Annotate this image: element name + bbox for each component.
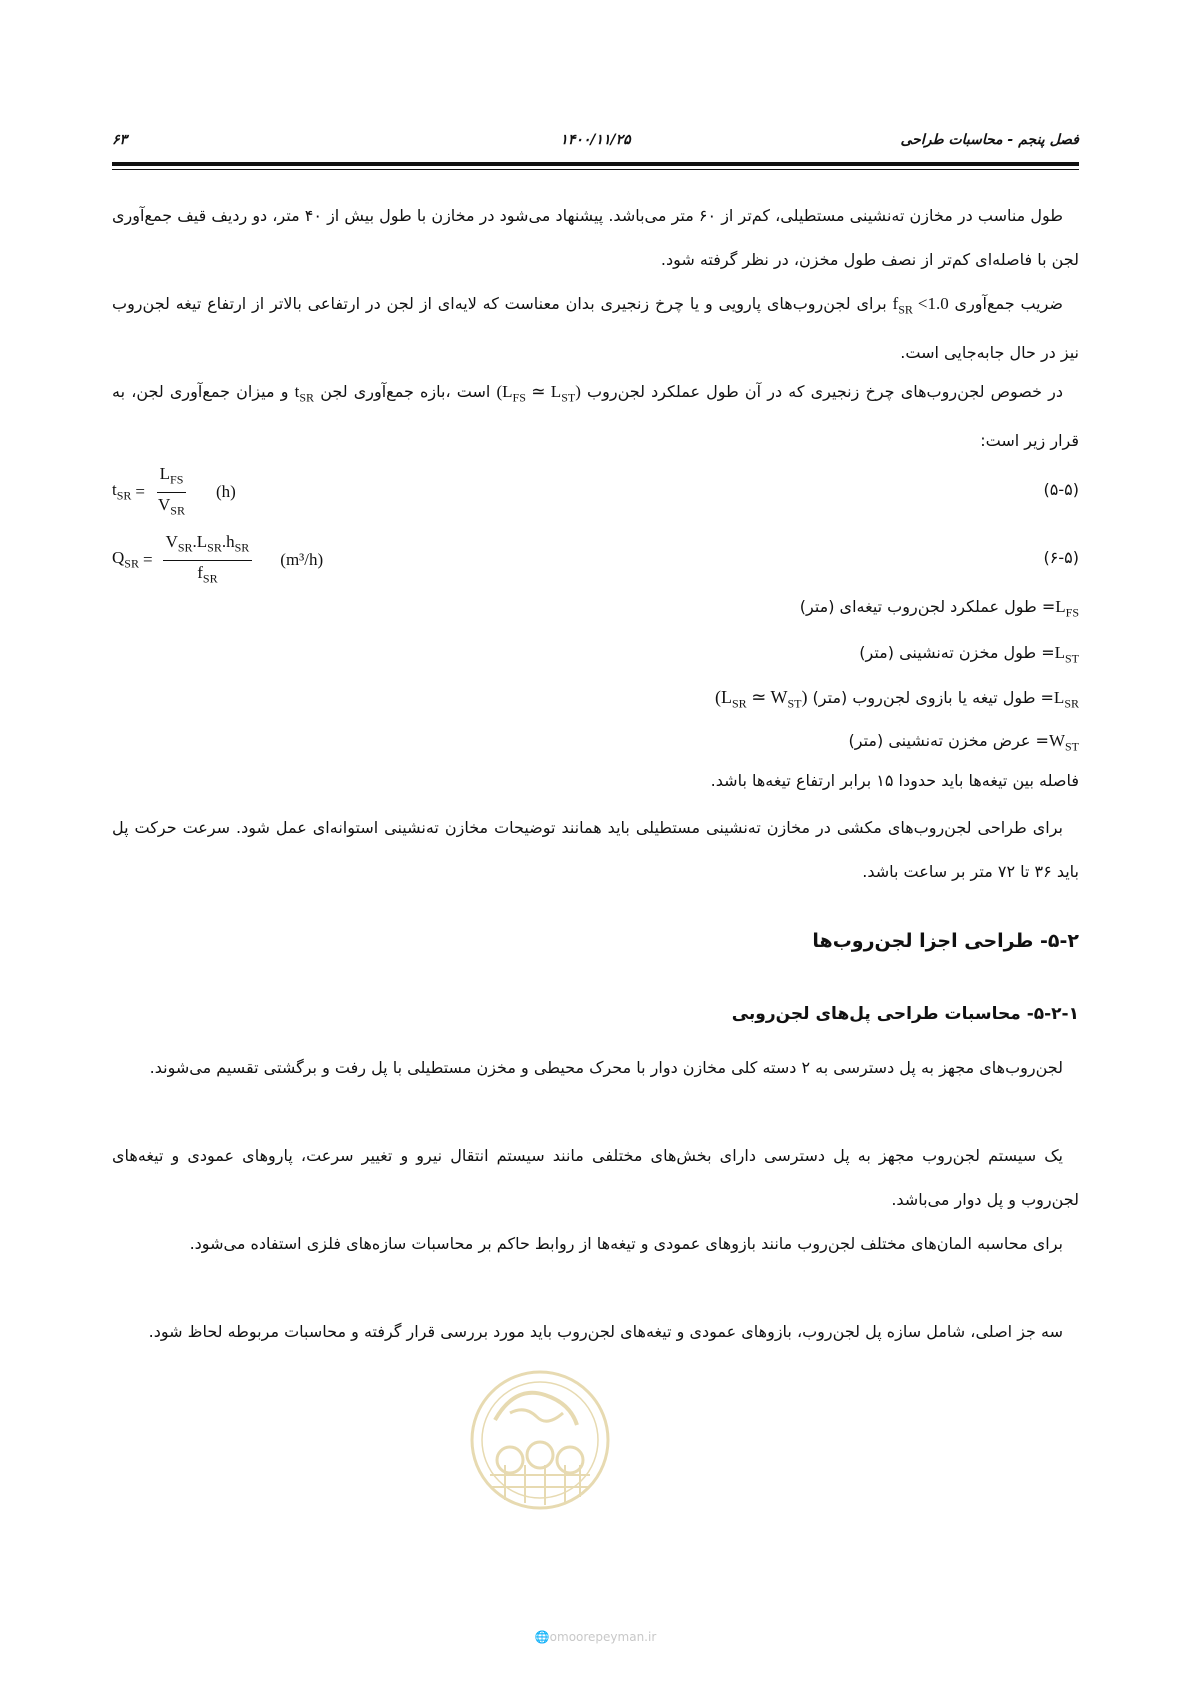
- definition-wst: $W_{ST}=$ عرض مخزن ته‌نشینی (متر): [848, 731, 1079, 754]
- paragraph-tank-length: طول مناسب در مخازن ته‌نشینی مستطیلی، کم‌تر از ۶۰ متر می‌باشد. پیشنهاد می‌شود در مخازن با طول بیش از ۴۰ متر، دو ردیف قیف جمع‌آوری لجن با فاصله‌ای کم‌تر از نصف طول مخزن، در نظر گرفته شود.: [112, 206, 1079, 269]
- section-heading: ۵-۲- طراحی اجزا لجن‌روب‌ها: [812, 930, 1079, 952]
- header-rule-thin: [112, 169, 1079, 170]
- page-header: [112, 128, 1079, 154]
- paragraph-main-components: سه جز اصلی، شامل سازه پل لجن‌روب، بازوهای عمودی و تیغه‌های لجن‌روب باید مورد بررسی قرار گرفته و محاسبات مربوطه لحاظ شود.: [148, 1322, 1063, 1341]
- subsection-heading: ۵-۲-۱- محاسبات طراحی پل‌های لجن‌روبی: [731, 1004, 1079, 1024]
- equation-formula: $t_{SR}$ = $\frac{L_{FS}}{V_{SR}}$ (h): [112, 462, 236, 522]
- definition-lsr: $L_{SR}=$ طول تیغه یا بازوی لجن‌روب (متر) ($L_{SR}$ ≃ $W_{ST}$): [715, 687, 1079, 711]
- equation-unit: (h): [215, 482, 236, 501]
- paragraph-bridge-types: لجن‌روب‌های مجهز به پل دسترسی به ۲ دسته کلی مخازن دوار با محرک محیطی و مخزن مستطیلی با پل رفت و برگشتی تقسیم می‌شوند.: [149, 1058, 1063, 1077]
- equation-5-5: [112, 462, 1079, 522]
- paragraph-suction-scraper: برای طراحی لجن‌روب‌های مکشی در مخازن ته‌نشینی مستطیلی باید همانند توضیحات مخازن ته‌نشینی استوانه‌ای عمل شود. سرعت حرکت پل باید ۳۶ تا ۷۲ متر بر ساعت باشد.: [112, 818, 1079, 881]
- paragraph-chain-scraper: در خصوص لجن‌روب‌های چرخ زنجیری که در آن طول عملکرد لجن‌روب ($L_{FS}$ ≃ $L_{ST}$) است ،بازه جمع‌آوری لجن $t_{SR}$ و میزان جمع‌آوری لجن، به قرار زیر است:: [112, 382, 1079, 451]
- equation-unit: (m³/h): [280, 550, 324, 569]
- equation-formula: $Q_{SR}$ = $\frac{V_{SR}.L_{SR}.h_{SR}}{f_{SR}}$ (m³/h): [112, 530, 323, 590]
- header-date: ۱۴۰۰/۱۱/۲۵: [560, 132, 631, 148]
- page-number: ۶۳: [112, 132, 128, 148]
- fraction: $\frac{L_{FS}}{V_{SR}}$: [158, 464, 185, 517]
- definition-lfs: $L_{FS}=$ طول عملکرد لجن‌روب تیغه‌ای (متر): [799, 597, 1079, 620]
- definition-lst: $L_{ST}=$ طول مخزن ته‌نشینی (متر): [859, 643, 1079, 666]
- note-blade-spacing: فاصله بین تیغه‌ها باید حدودا ۱۵ برابر ارتفاع تیغه‌ها باشد.: [710, 771, 1079, 790]
- paragraph-bridge-system: یک سیستم لجن‌روب مجهز به پل دسترسی دارای بخش‌های مختلفی مانند سیستم انتقال نیرو و تغییر سرعت، پاروهای عمودی و تیغه‌های لجن‌روب و پل دوار می‌باشد.: [112, 1146, 1079, 1209]
- chapter-title: فصل پنجم - محاسبات طراحی: [900, 132, 1079, 148]
- header-rule-thick: [112, 162, 1079, 166]
- watermark-logo: [465, 1365, 615, 1515]
- equation-number: (۵-۵): [1043, 480, 1079, 499]
- paragraph-collection-coefficient: ضریب جمع‌آوری $f_{SR} <1.0$ برای لجن‌روب‌های پارویی و یا چرخ زنجیری بدان معناست که لایه‌ای از لجن در ارتفاعی بالاتر از ارتفاع تیغه لجن‌روب نیز در حال جابه‌جایی است.: [112, 294, 1079, 363]
- watermark-url: 🌐omoorepeyman.ir: [534, 1630, 657, 1644]
- paragraph-element-calculation: برای محاسبه المان‌های مختلف لجن‌روب مانند بازوهای عمودی و تیغه‌ها از روابط حاکم بر محاسبات سازه‌های فلزی استفاده می‌شود.: [189, 1234, 1063, 1253]
- equation-6-5: [112, 530, 1079, 590]
- fraction: $\frac{V_{SR}.L_{SR}.h_{SR}}{f_{SR}}$: [163, 532, 253, 588]
- equation-number: (۶-۵): [1043, 548, 1079, 567]
